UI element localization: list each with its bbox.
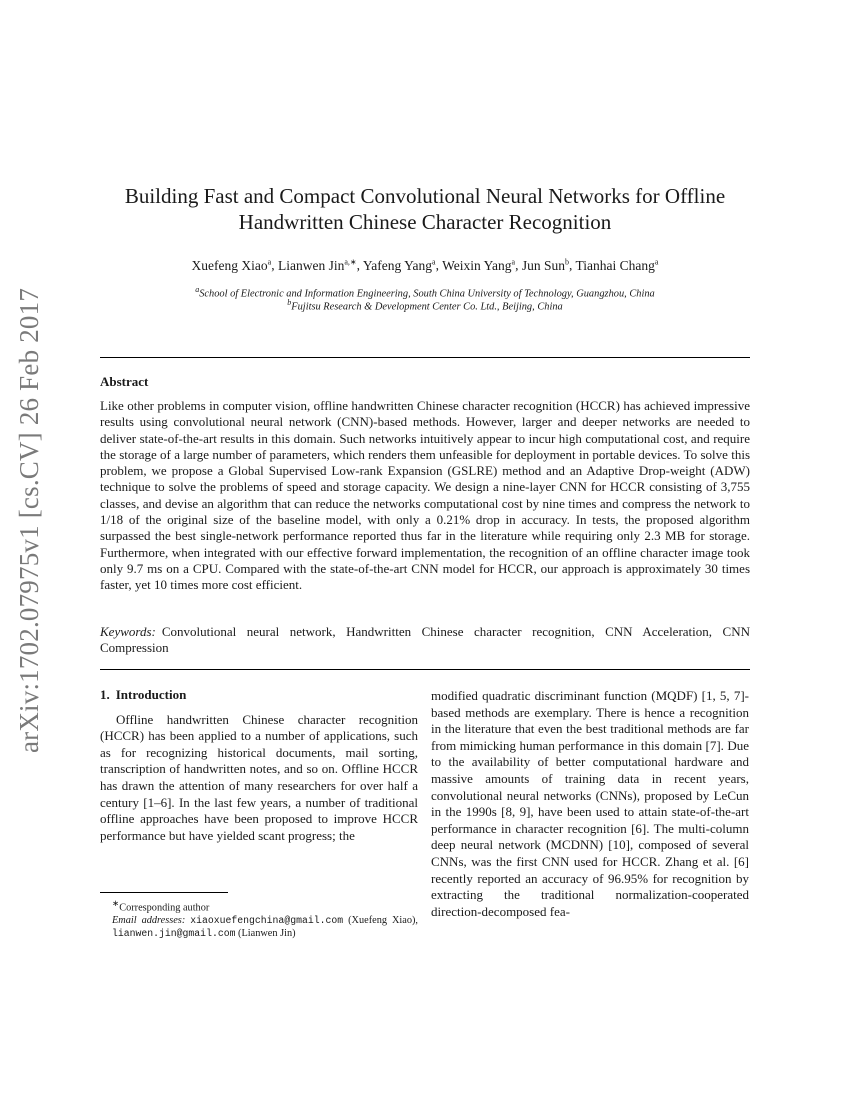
keywords-text: Convolutional neural network, Handwritten Chinese character recognition, CNN Acceleration, CNN Compression xyxy=(100,624,750,656)
author: Jun Sun$^b$ xyxy=(521,257,569,273)
paper-title: Building Fast and Compact Convolutional Neural Networks for Offline Handwritten Chinese Character Recognition xyxy=(124,184,726,234)
affiliation-b: $^b$Fujitsu Research & Development Center Co. Ltd., Beijing, China xyxy=(287,298,563,313)
affiliation-a: $^a$School of Electronic and Information Engineering, South China University of Technology, Guangzhou, China xyxy=(195,285,655,300)
abstract-text: Like other problems in computer vision, offline handwritten Chinese character recognition (HCCR) has achieved impressive results using convolutional neural network (CNN)-based methods. However, larger and deeper networks are needed to deliver state-of-the-art results in this domain. Such networks intuitively appear to incur high computational cost, and require the storage of a large number of parameters, which renders them unfeasible for deployment in portable devices. To solve this problem, we propose a Global Supervised Low-rank Expansion (GSLRE) method and an Adaptive Drop-weight (ADW) technique to solve the problems of speed and storage capacity. We design a nine-layer CNN for HCCR consisting of 3,755 classes, and devise an algorithm that can reduce the networks computational cost by nine times and compress the network to 1/18 of the original size of the baseline model, with only a 0.21% drop in accuracy. In tests, the proposed algorithm surpassed the best single-network performance reported thus far in the literature while requiring only 2.3 MB for storage. Furthermore, when integrated with our effective forward implementation, the recognition of an offline character image took only 9.7 ms on a CPU. Compared with the state-of-the-art CNN model for HCCR, our approach is approximately 30 times faster, yet 10 times more cost efficient. xyxy=(100,398,750,593)
author: Tianhai Chang$^a$ xyxy=(575,257,659,273)
keywords-label: Keywords: xyxy=(100,624,156,639)
email-link[interactable]: lianwen.jin@gmail.com xyxy=(112,928,236,940)
section-title: Introduction xyxy=(115,687,187,702)
email-link[interactable]: xiaoxuefengchina@gmail.com xyxy=(190,915,344,927)
footnote xyxy=(100,897,418,940)
arxiv-identifier-text: arXiv:1702.07975v1 [cs.CV] 26 Feb 2017 xyxy=(14,287,45,753)
author: Yafeng Yang$^a$ xyxy=(362,257,436,273)
footnote-rule xyxy=(100,892,228,893)
arxiv-identifier-stamp xyxy=(0,260,60,780)
abstract-heading: Abstract xyxy=(100,374,149,389)
author-list: Xuefeng Xiao$^a$, Lianwen Jin$^{a,∗}$, Yafeng Yang$^a$, Weixin Yang$^a$, Jun Sun$^b$, Tianhai Chang$^a$ xyxy=(191,257,659,273)
intro-paragraph-left: Offline handwritten Chinese character recognition (HCCR) has been applied to a number of applications, such as for recognizing historical documents, mail sorting, transcription of handwritten notes, and so on. Offline HCCR has drawn the attention of many researchers for over half a century [1–6]. In the last few years, a number of traditional offline approaches have been proposed to improve HCCR performance but have yielded scant progress; the xyxy=(100,711,418,843)
author: Weixin Yang$^a$ xyxy=(442,257,516,273)
abstract-bottom-rule xyxy=(100,669,750,670)
author: Xuefeng Xiao$^a$ xyxy=(191,257,272,273)
footnote-emails: Email addresses: xiaoxuefengchina@gmail.com (Xuefeng Xiao), lianwen.jin@gmail.com (Lianwen Jin) xyxy=(112,915,418,940)
keywords xyxy=(100,624,750,657)
left-column xyxy=(100,687,418,844)
section-heading xyxy=(100,687,418,704)
intro-paragraph-right: modified quadratic discriminant function (MQDF) [1, 5, 7]-based methods are exemplary. There is hence a recognition in the literature that even the best traditional methods are far from mimicking human performance in this domain [7]. Due to the availability of better computational hardware and massive amounts of training data in recent years, convolutional neural networks (CNNs), proposed by LeCun in the 1990s [8, 9], have been used to attain state-of-the-art performance in character recognition [6]. The multi-column deep neural network (MCDNN) [10], composed of several CNNs, was the first CNN used for HCCR. Zhang et al. [6] recently reported an accuracy of 96.95% for recognition by extracting the traditional normalization-cooperated direction-decomposed fea- xyxy=(431,688,749,919)
section-number: 1. xyxy=(100,687,110,702)
abstract-top-rule xyxy=(100,357,750,358)
author: Lianwen Jin$^{a,∗}$ xyxy=(277,257,357,273)
footnote-corresponding: ∗Corresponding author xyxy=(112,898,210,914)
right-column xyxy=(431,688,749,920)
email-label: Email addresses: xyxy=(112,915,186,927)
